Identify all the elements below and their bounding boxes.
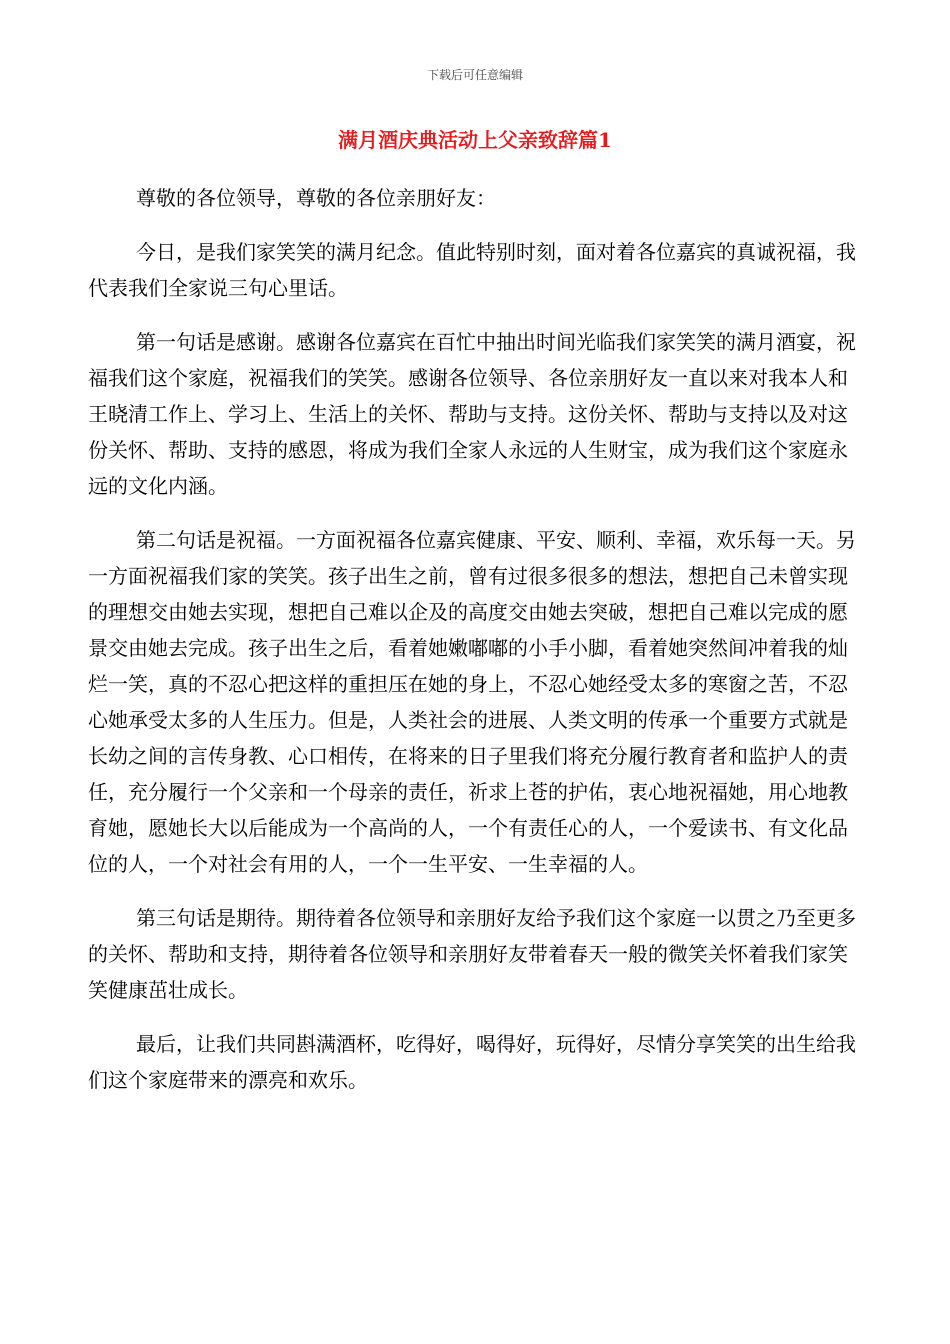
document-title: 满月酒庆典活动上父亲致辞篇1 — [338, 128, 612, 152]
expectation-paragraph: 第三句话是期待。期待着各位领导和亲朋好友给予我们这个家庭一以贯之乃至更多的关怀、帮助和支持，期待着各位领导和亲朋好友带着春天一般的微笑关怀着我们家笑笑健康茁壮成长。 — [88, 906, 856, 1002]
closing-paragraph: 最后，让我们共同斟满酒杯，吃得好，喝得好，玩得好，尽情分享笑笑的出生给我们这个家庭带来的漂亮和欢乐。 — [88, 1032, 856, 1092]
thanks-paragraph: 第一句话是感谢。感谢各位嘉宾在百忙中抽出时间光临我们家笑笑的满月酒宴，祝福我们这个家庭，祝福我们的笑笑。感谢各位领导、各位亲朋好友一直以来对我本人和王晓清工作上、学习上、生活上的关怀、帮助与支持。这份关怀、帮助与支持以及对这份关怀、帮助、支持的感恩，将成为我们全家人永远的人生财宝，成为我们这个家庭永远的文化内涵。 — [88, 330, 856, 498]
opening-paragraph: 今日，是我们家笑笑的满月纪念。值此特别时刻，面对着各位嘉宾的真诚祝福，我代表我们全家说三句心里话。 — [88, 240, 856, 300]
document-body — [88, 180, 856, 1116]
salutation-paragraph: 尊敬的各位领导，尊敬的各位亲朋好友： — [136, 186, 496, 210]
blessing-paragraph: 第二句话是祝福。一方面祝福各位嘉宾健康、平安、顺利、幸福，欢乐每一天。另一方面祝福我们家的笑笑。孩子出生之前，曾有过很多很多的想法，想把自己未曾实现的理想交由她去实现，想把自己难以企及的高度交由她去突破，想把自己难以完成的愿景交由她去完成。孩子出生之后，看着她嫩嘟嘟的小手小脚，看着她突然间冲着我的灿烂一笑，真的不忍心把这样的重担压在她的身上，不忍心她经受太多的寒窗之苦，不忍心她承受太多的人生压力。但是，人类社会的进展、人类文明的传承一个重要方式就是长幼之间的言传身教、心口相传，在将来的日子里我们将充分履行教育者和监护人的责任，充分履行一个父亲和一个母亲的责任，祈求上苍的护佑，衷心地祝福她，用心地教育她，愿她长大以后能成为一个高尚的人，一个有责任心的人，一个爱读书、有文化品位的人，一个对社会有用的人，一个一生平安、一生幸福的人。 — [88, 528, 856, 876]
header-note: 下载后可任意编辑 — [426, 68, 523, 82]
